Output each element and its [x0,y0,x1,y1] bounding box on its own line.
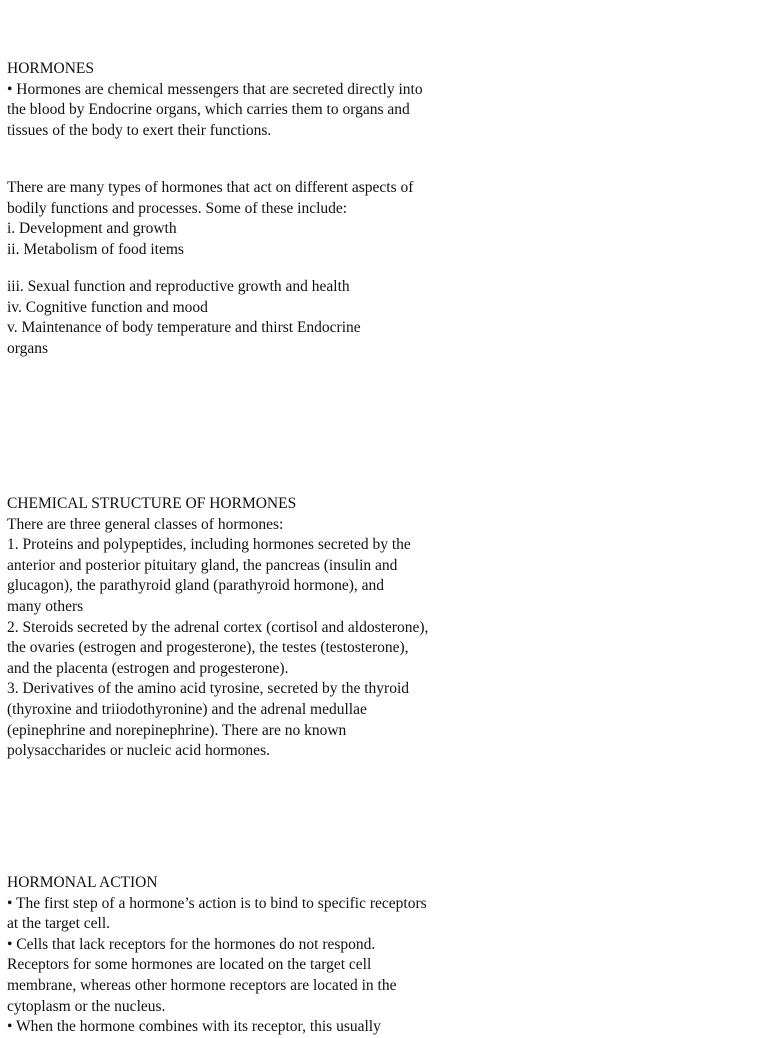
section-hormonal-action [7,873,487,1038]
section-heading: CHEMICAL STRUCTURE OF HORMONES [7,495,297,512]
text-line: cytoplasm or the nucleus. [7,997,166,1015]
text-line: • When the hormone combines with its receptor, this usually [7,1018,381,1036]
section-heading: HORMONES [7,60,94,77]
text-line: at the target cell. [7,915,110,933]
list-item: iii. Sexual function and reproductive growth and health [7,278,350,295]
text-line: 1. Proteins and polypeptides, including hormones secreted by the [7,536,411,554]
text-line: • The first step of a hormone’s action is to bind to specific receptors [7,894,427,912]
text-line: the blood by Endocrine organs, which carries them to organs and [7,101,410,119]
text-line: Receptors for some hormones are located on the target cell [7,956,372,974]
text-line: (epinephrine and norepinephrine). There are no known [7,721,347,739]
text-line: There are many types of hormones that act on different aspects of [7,179,414,196]
text-line: • Cells that lack receptors for the hormones do not respond. [7,935,376,953]
text-line: the ovaries (estrogen and progesterone), the testes (testosterone), [7,639,409,657]
text-line: • Hormones are chemical messengers that are secreted directly into [7,80,423,98]
text-line: anterior and posterior pituitary gland, the pancreas (insulin and [7,556,398,574]
text-line: There are three general classes of hormones: [7,515,284,533]
text-line: 2. Steroids secreted by the adrenal cortex (cortisol and aldosterone), [7,618,429,636]
list-item: iv. Cognitive function and mood [7,298,208,316]
text-line: tissues of the body to exert their functions. [7,121,272,139]
list-item: ii. Metabolism of food items [7,240,184,258]
text-line: bodily functions and processes. Some of these include: [7,199,348,217]
text-line: and the placenta (estrogen and progesterone). [7,659,289,677]
paragraph-hormone-types [7,178,487,260]
text-line: polysaccharides or nucleic acid hormones. [7,742,270,760]
section-heading: HORMONAL ACTION [7,874,158,891]
section-hormones [7,59,487,141]
paragraph-hormone-functions [7,277,487,359]
text-line: glucagon), the parathyroid gland (parathyroid hormone), and [7,577,385,595]
text-line: membrane, whereas other hormone receptors are located in the [7,976,397,994]
text-line: 3. Derivatives of the amino acid tyrosine, secreted by the thyroid [7,680,410,698]
list-item: i. Development and growth [7,220,177,238]
text-line: many others [7,597,84,615]
text-line: organs [7,339,49,357]
text-line: (thyroxine and triiodothyronine) and the adrenal medullae [7,700,367,718]
section-chemical-structure [7,494,487,762]
list-item: v. Maintenance of body temperature and thirst Endocrine [7,319,361,337]
